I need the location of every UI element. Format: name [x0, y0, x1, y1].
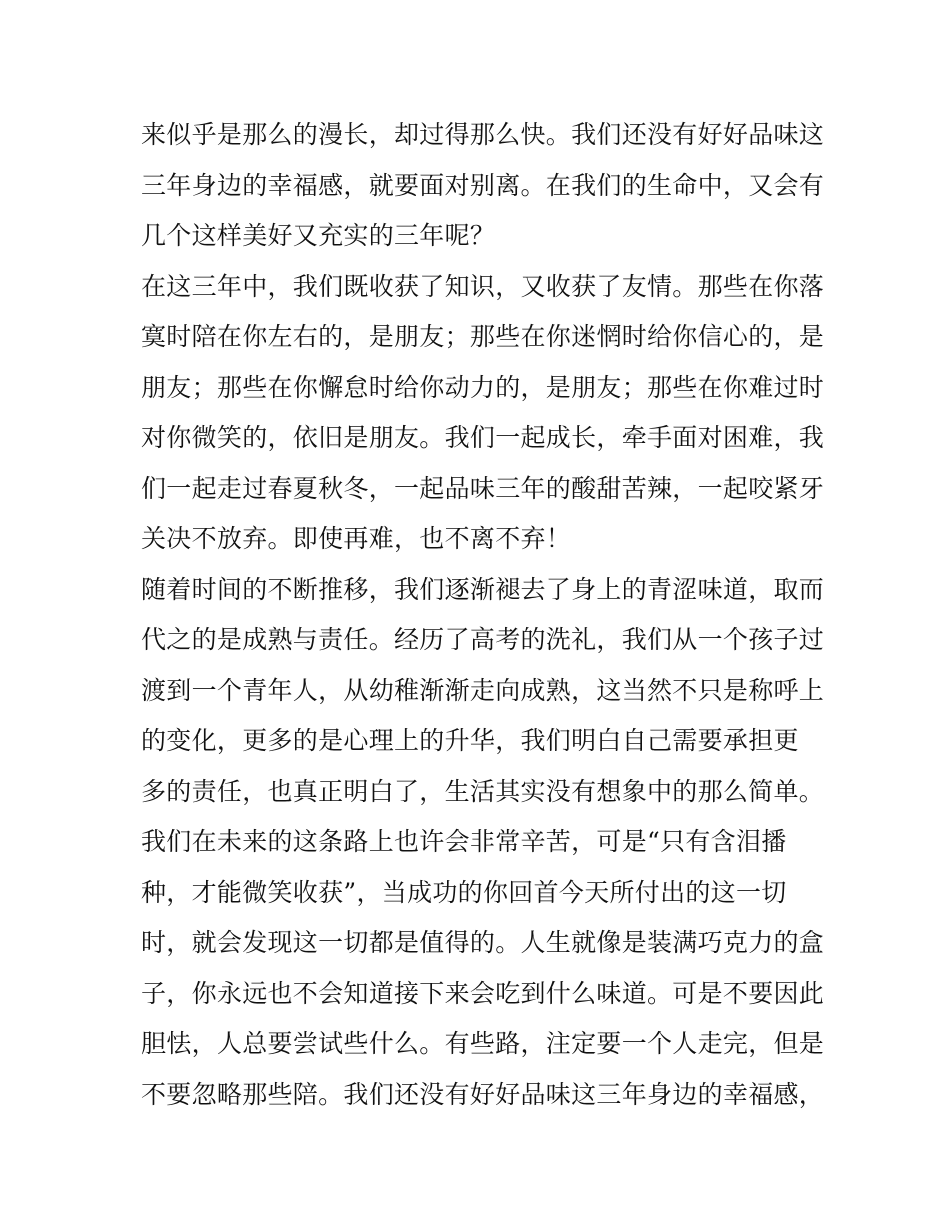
text-line: 在这三年中，我们既收获了知识，又收获了友情。那些在你落 [141, 271, 825, 301]
text-line: 寞时陪在你左右的，是朋友；那些在你迷惘时给你信心的，是 [141, 322, 825, 351]
text-line: 不要忽略那些陪。我们还没有好好品味这三年身边的幸福感， [141, 1079, 825, 1109]
text-line: 子，你永远也不会知道接下来会吃到什么味道。可是不要因此 [141, 978, 825, 1008]
text-line: 胆怯，人总要尝试些什么。有些路，注定要一个人走完，但是 [141, 1029, 825, 1058]
text-line: 代之的是成熟与责任。经历了高考的洗礼，我们从一个孩子过 [141, 625, 825, 654]
text-line: 种，才能微笑收获”，当成功的你回首今天所付出的这一切 [141, 877, 787, 907]
text-line: 多的责任，也真正明白了，生活其实没有想象中的那么简单。 [141, 776, 825, 806]
text-line: 的变化，更多的是心理上的升华，我们明白自己需要承担更 [141, 726, 799, 755]
text-line: 几个这样美好又充实的三年呢？ [141, 221, 496, 250]
text-line: 渡到一个青年人，从幼稚渐渐走向成熟，这当然不只是称呼上 [141, 675, 825, 705]
text-line: 随着时间的不断推移，我们逐渐褪去了身上的青涩味道，取而 [141, 574, 825, 604]
text-line: 我们在未来的这条路上也许会非常辛苦，可是“只有含泪播 [141, 827, 787, 856]
text-line: 关决不放弃。即使再难，也不离不弃！ [141, 524, 572, 553]
text-line: 三年身边的幸福感，就要面对别离。在我们的生命中，又会有 [141, 170, 825, 200]
text-line: 时，就会发现这一切都是值得的。人生就像是装满巧克力的盒 [141, 928, 825, 957]
text-line: 朋友；那些在你懈怠时给你动力的，是朋友；那些在你难过时 [141, 372, 825, 402]
body-text [141, 110, 825, 1120]
text-line: 对你微笑的，依旧是朋友。我们一起成长，牵手面对困难，我 [141, 423, 825, 452]
text-line: 们一起走过春夏秋冬，一起品味三年的酸甜苦辣，一起咬紧牙 [141, 473, 825, 503]
text-line: 来似乎是那么的漫长，却过得那么快。我们还没有好好品味这 [141, 120, 825, 149]
